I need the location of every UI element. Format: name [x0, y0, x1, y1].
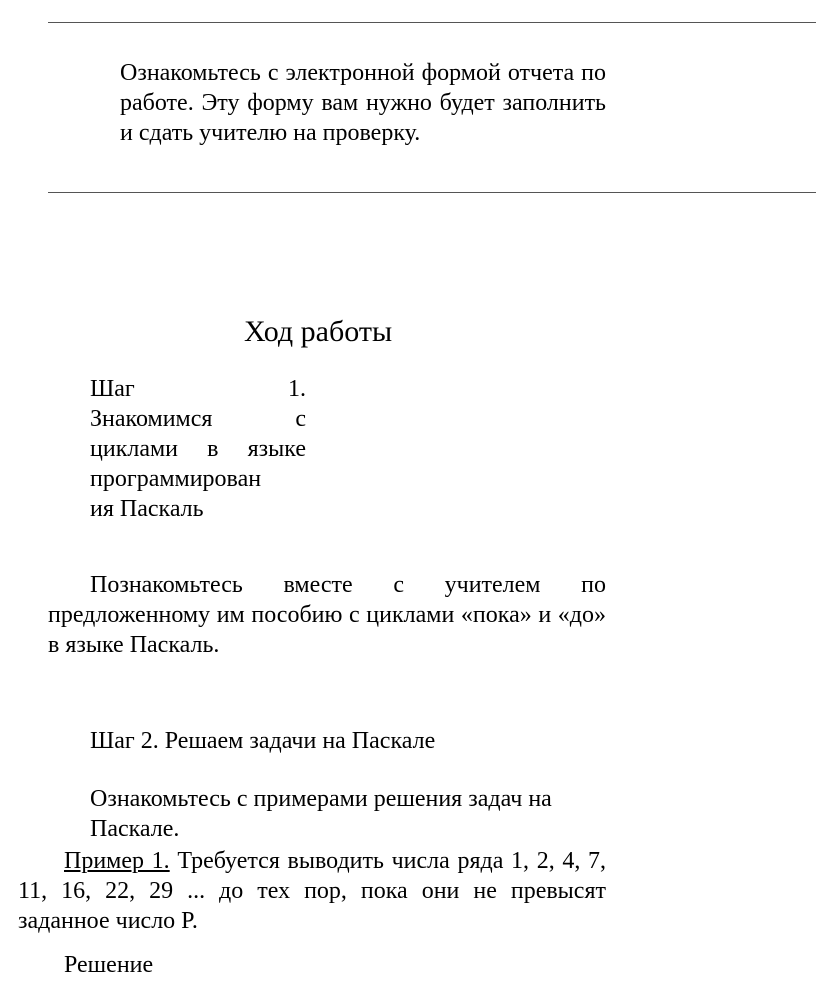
top-rule [48, 22, 816, 23]
step1-title-line: Знакомимся с [90, 406, 306, 432]
example1-label: Пример 1. [64, 848, 170, 874]
section-heading: Ход работы [244, 315, 393, 348]
step1-paragraph [48, 570, 606, 660]
step2-paragraph [90, 784, 610, 844]
intro-text: Ознакомьтесь с электронной формой отчета по работе. Эту форму вам нужно будет заполнить и сдать учителю на проверку. [120, 60, 606, 146]
step1-title-line: программирован [90, 466, 262, 492]
step1-text: Познакомьтесь вместе с учителем по предложенному им пособию с циклами «пока» и «до» в языке Паскаль. [48, 572, 606, 658]
solution-label: Решение [64, 952, 154, 978]
step1-title [90, 374, 306, 524]
step1-title-line: Шаг 1. [90, 376, 306, 402]
step2-title: Шаг 2. Решаем задачи на Паскале [90, 728, 436, 754]
bottom-rule [48, 192, 816, 193]
intro-paragraph [120, 58, 606, 148]
step1-title-line: циклами в языке [90, 436, 306, 462]
step1-title-line: ия Паскаль [90, 496, 204, 522]
example1-text: Требуется выводить числа ряда 1, 2, 4, 7, 11, 16, 22, 29 ... до тех пор, пока они не превысят заданное число P. [18, 848, 607, 934]
step2-text: Ознакомьтесь с примерами решения задач на Паскале. [90, 786, 552, 842]
example1-paragraph [18, 846, 606, 936]
